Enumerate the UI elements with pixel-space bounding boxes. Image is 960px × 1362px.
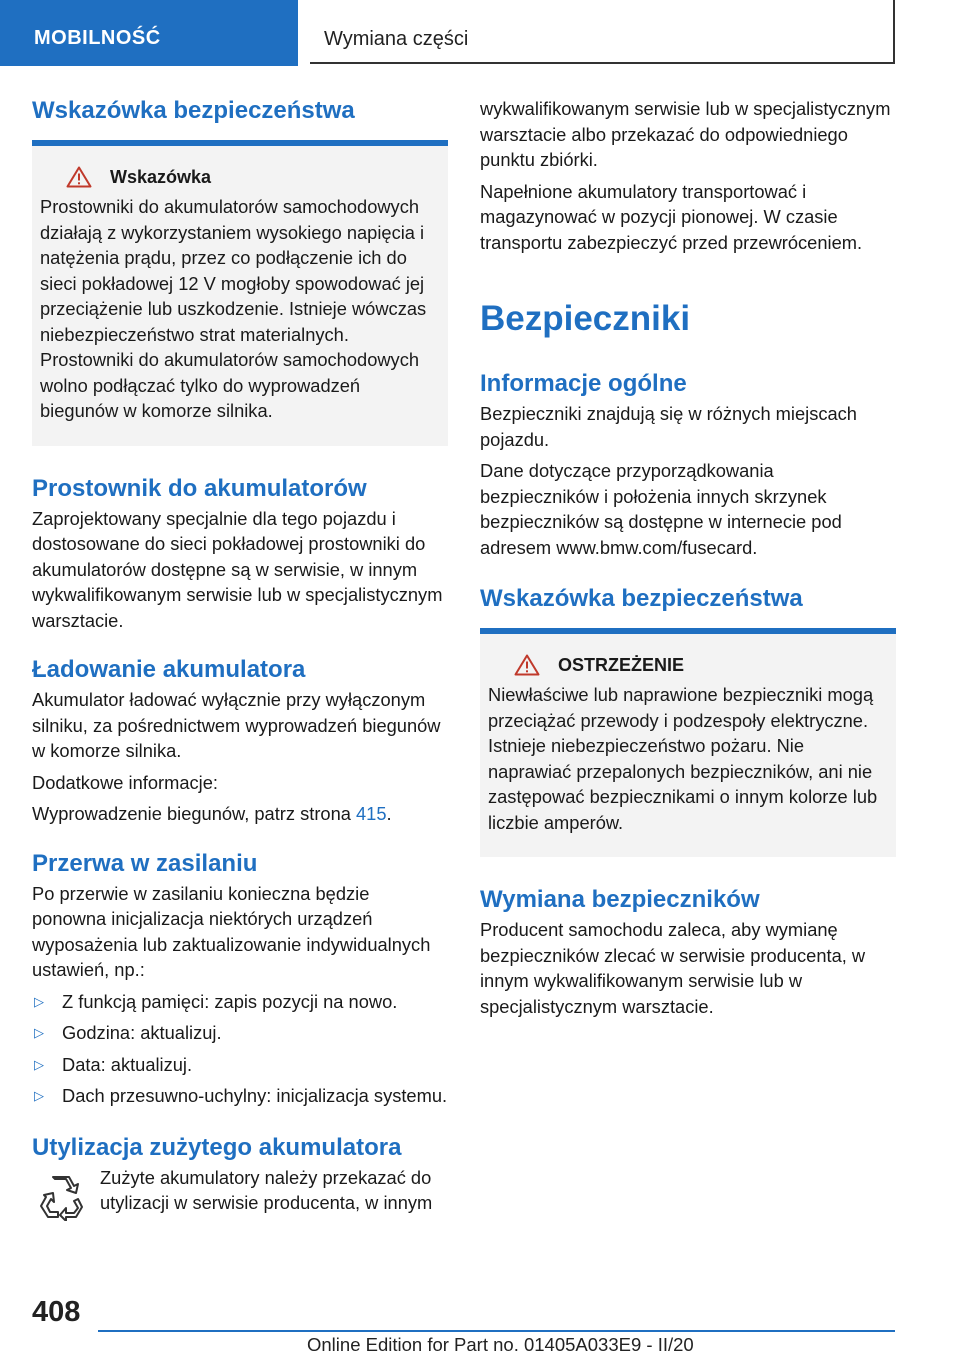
page-link-415[interactable]: 415 xyxy=(356,803,387,824)
recycle-icon xyxy=(38,1173,86,1221)
charger-text: Zaprojektowany specjalnie dla tego pojazdu i dostosowane do sieci pokładowej prostowniki do akumulatorów dostępne są w serwisie, w innym wykwalifikowanym serwisie lub w specjalistycznym warsztacie. xyxy=(32,507,443,631)
notice-text: Prostowniki do akumulatorów samochodowych działają z wykorzystaniem wysokiego napięcia i natężenia prądu, przez co podłączenie ich do sieci pokładowej 12 V mogłoby spowodować jej przeciążenie lub uszkodzenie. Istnieje wówczas niebezpieczeństwo strat materialnych. Prostowniki do akumulatorów samochodowych wolno podłączać tylko do wyprowadzeń biegunów w komorze silnika. xyxy=(40,196,427,421)
continued-text: wykwalifikowanym serwisie lub w specjalistycznym warsztacie albo przekazać do odpowiedniego punktu zbiórki. xyxy=(480,98,891,170)
period: . xyxy=(386,803,392,824)
disposal-heading: Utylizacja zużytego akumulatora xyxy=(32,1133,402,1161)
triangle-bullet-icon: ▷ xyxy=(34,1025,44,1040)
notice-title: Wskazówka xyxy=(110,166,212,187)
general-text: Bezpieczniki znajdują się w różnych miejscach pojazdu. xyxy=(480,403,857,450)
list-item xyxy=(32,1083,448,1109)
power-text: Po przerwie w zasilaniu konieczna będzie ponowna inicjalizacja niektórych urządzeń wyposażenia lub zaktualizowanie indywidualnych ustawień, np.: xyxy=(32,882,431,980)
left-column xyxy=(32,96,448,1222)
list-item-text: Data: aktualizuj. xyxy=(62,1053,193,1075)
warning-title-row xyxy=(488,654,886,676)
poles-reference xyxy=(32,801,448,827)
list-item-text: Z funkcją pamięci: zapis pozycji na nowo. xyxy=(62,990,398,1012)
list-item xyxy=(32,1020,448,1046)
right-column xyxy=(480,96,896,1025)
triangle-bullet-icon: ▷ xyxy=(34,1088,44,1103)
replace-heading: Wymiana bezpieczników xyxy=(480,886,760,913)
replace-text: Producent samochodu zaleca, aby wymianę bezpieczników zlecać w serwisie producenta, w innym wykwalifikowanym serwisie lub w specjalistycznym warsztacie. xyxy=(480,919,866,1017)
power-heading: Przerwa w zasilaniu xyxy=(32,849,258,877)
list-item xyxy=(32,989,448,1015)
warning-triangle-icon xyxy=(66,166,92,188)
list-item xyxy=(32,1052,448,1078)
fuse-safety-heading: Wskazówka bezpieczeństwa xyxy=(480,585,803,612)
disposal-text: Zużyte akumulatory należy przekazać do utylizacji w serwisie producenta, w innym xyxy=(100,1166,433,1213)
warning-triangle-icon xyxy=(514,654,540,676)
safety-heading: Wskazówka bezpieczeństwa xyxy=(32,97,355,124)
charger-heading: Prostownik do akumulatorów xyxy=(32,474,367,502)
triangle-bullet-icon: ▷ xyxy=(34,1056,44,1072)
triangle-bullet-icon: ▷ xyxy=(34,993,44,1009)
transport-text: Napełnione akumulatory transportować i magazynować w pozycji pionowej. W czasie transportu zabezpieczyć przed przewróceniem. xyxy=(480,180,863,253)
warning-box xyxy=(480,634,896,857)
list-item-text: Dach przesuwno-uchylny: inicjalizacja systemu. xyxy=(62,1085,448,1106)
notice-title-row xyxy=(40,166,438,188)
page-number: 408 xyxy=(32,1296,81,1328)
page-header xyxy=(0,0,960,66)
charging-text: Akumulator ładować wyłącznie przy wyłączonym silniku, za pośrednictwem wyprowadzeń biegunów w komorze silnika. xyxy=(32,689,441,761)
footer-rule xyxy=(98,1330,895,1332)
assignment-text: Dane dotyczące przyporządkowania bezpieczników i położenia innych skrzynek bezpieczników są dostępne w internecie pod adresem www.bmw.com/fusecard. xyxy=(480,460,842,558)
section-title: Wymiana części xyxy=(310,0,895,64)
additional-info-label: Dodatkowe informacje: xyxy=(32,771,218,793)
edition-info: Online Edition for Part no. 01405A033E9 - II/20 xyxy=(307,1334,694,1355)
chapter-tab[interactable]: MOBILNOŚĆ xyxy=(0,0,298,66)
charging-heading: Ładowanie akumulatora xyxy=(32,656,306,683)
poles-ref-text: Wyprowadzenie biegunów, patrz strona xyxy=(32,803,351,824)
warning-text: Niewłaściwe lub naprawione bezpieczniki mogą przeciążać przewody i podzespoły elektryczne. Istnieje niebezpieczeństwo pożaru. Nie naprawiać przepalonych bezpieczników, ani nie zastępować bezpiecznikami o innym kolorze lub liczbie amperów. xyxy=(488,684,878,833)
general-heading: Informacje ogólne xyxy=(480,370,687,397)
disposal-row xyxy=(32,1165,448,1222)
warning-title: OSTRZEŻENIE xyxy=(558,654,685,675)
reset-steps-list xyxy=(32,989,448,1109)
notice-box xyxy=(32,146,448,446)
list-item-text: Godzina: aktualizuj. xyxy=(62,1022,222,1043)
fuses-heading: Bezpieczniki xyxy=(480,299,691,338)
